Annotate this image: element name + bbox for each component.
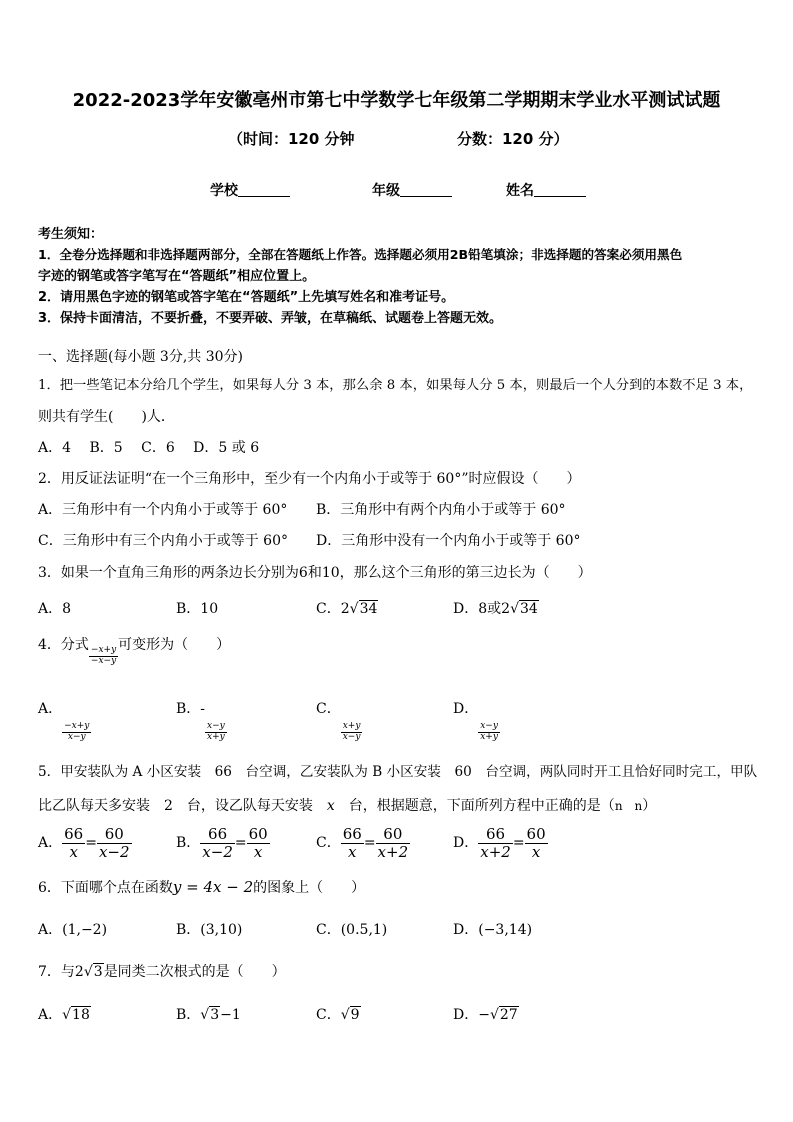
q7-sqrt: √3: [83, 964, 103, 980]
exam-title: 2022-2023学年安徽亳州市第七中学数学七年级第二学期期末学业水平测试试题: [72, 90, 721, 111]
q3-c-sqrt: √34: [349, 601, 378, 617]
q2-stem: 2．用反证法证明“在一个三角形中，至少有一个内角小于或等于 60°”时应假设（ ）: [38, 471, 581, 487]
q4-option-a: [38, 698, 91, 743]
q5-option-b: [176, 826, 270, 860]
school-blank: [238, 182, 290, 197]
q4-d-label: D．: [453, 701, 479, 717]
q7-a-sqrt: √18: [62, 1007, 90, 1023]
q2-option-a: A．三角形中有一个内角小于或等于 60°: [38, 502, 288, 518]
q4-stem: [38, 634, 230, 667]
q4-a-label: A．: [38, 701, 63, 717]
q5-a-n2: 60: [97, 826, 132, 844]
q7-a-label: A．: [38, 1007, 63, 1023]
q2-option-c: C．三角形中有三个内角小于或等于 60°: [38, 533, 288, 549]
q5-d-d1: x+2: [480, 842, 511, 861]
q6-stem: [38, 877, 365, 897]
q6-a-label: A．: [38, 922, 63, 938]
q3-c-label: C．: [316, 601, 341, 617]
q5-c-eq: =: [363, 835, 376, 851]
q7-radicand: 3: [93, 964, 103, 980]
q5-b-d1: x−2: [202, 842, 233, 861]
q6-option-b: [176, 919, 242, 939]
q6-function: y = 4x − 2: [172, 878, 254, 896]
q3-c-coef: 2: [340, 601, 350, 617]
q5-b-d2: x: [253, 842, 263, 861]
name-blank: [534, 182, 586, 197]
q5-line2b: 台，根据题意，下面所列方程中正确的是（: [334, 798, 615, 814]
q1-options: A．4 B．5 C．6 D．5 或 6: [38, 440, 260, 456]
q5-c-n2: 60: [376, 826, 411, 844]
note-1b: 字迹的钢笔或答字笔写在“答题纸”相应位置上。: [38, 269, 316, 284]
grade-field: [372, 180, 452, 200]
q6-c-value: (0.5,1): [340, 922, 388, 938]
q7-stem: [38, 961, 286, 981]
q7-coef: 2: [74, 964, 84, 980]
q6-option-c: [316, 919, 387, 939]
q5-d-n1: 66: [478, 826, 513, 844]
q6-option-a: [38, 919, 107, 939]
name-field: [506, 180, 586, 200]
q4-fraction: [89, 646, 118, 667]
q7-option-b: [176, 1004, 241, 1024]
q6-d-label: D．: [453, 922, 479, 938]
q7-a-radicand: 18: [72, 1007, 90, 1023]
note-2: 2．请用黑色字迹的钢笔或答字笔在“答题纸”上先填写姓名和准考证号。: [38, 290, 455, 305]
q4-stem-a: 4．分式: [38, 637, 89, 653]
q7-c-sqrt: √9: [340, 1007, 360, 1023]
note-3: 3．保持卡面清洁，不要折叠，不要弄破、弄皱，在草稿纸、试题卷上答题无效。: [38, 311, 503, 326]
grade-label: 年级: [372, 183, 400, 199]
q4-b-frac: [205, 722, 227, 743]
q5-var-x: x: [326, 798, 335, 814]
q5-c-frac2: [376, 826, 411, 860]
q7-option-d: [453, 1004, 519, 1024]
q4-a-den: x−y: [67, 732, 86, 742]
q6-option-d: [453, 919, 532, 939]
grade-blank: [400, 182, 452, 197]
q4-option-b: [176, 698, 227, 743]
q5-a-n1: 66: [64, 825, 84, 843]
q5-line2d: ）: [642, 798, 657, 814]
q7-option-c: [316, 1004, 361, 1024]
q1-line2: 则共有学生( )人．: [38, 409, 175, 425]
q2-option-b: B．三角形中有两个内角小于或等于 60°: [316, 502, 566, 518]
q5-option-c: [316, 826, 410, 860]
q3-option-d: [453, 598, 539, 618]
q5-b-eq: =: [234, 835, 247, 851]
q5-d-label: D．: [453, 835, 479, 851]
q4-b-den: x+y: [207, 732, 225, 742]
q4-den: −x−y: [90, 656, 117, 666]
q5-b-n2: 60: [248, 825, 268, 843]
q4-c-frac: [341, 722, 363, 743]
q3-d-radicand: 34: [519, 601, 538, 617]
q5-line1: 5．甲安装队为 A 小区安装 66 台空调，乙安装队为 B 小区安装 60 台空调，两队同时开工且恰好同时完工，甲队: [38, 764, 758, 780]
q5-d-frac1: [478, 826, 513, 860]
q6-c-label: C．: [316, 922, 341, 938]
q4-c-label: C．: [316, 701, 341, 717]
q7-c-label: C．: [316, 1007, 341, 1023]
q5-a-frac2: [97, 826, 132, 860]
q7-c-radicand: 9: [350, 1007, 360, 1023]
q6-a-value: (1,−2): [62, 922, 108, 938]
q4-stem-b: 可变形为（ ）: [118, 637, 231, 653]
q5-a-d2: x−2: [98, 842, 130, 861]
q5-a-eq: =: [85, 835, 97, 851]
section-heading: 一、选择题(每小题 3分,共 30分): [38, 349, 243, 365]
q5-c-n1: 66: [342, 825, 362, 843]
q5-c-d2: x+2: [377, 842, 409, 861]
q7-d-sqrt: √27: [489, 1007, 518, 1023]
q3-option-a: A．8: [38, 601, 72, 617]
q5-option-d: [453, 826, 548, 860]
q4-b-num: x−y: [207, 721, 225, 732]
q7-stem-b: 是同类二次根式的是（ ）: [103, 964, 286, 980]
q5-a-d1: x: [69, 842, 78, 861]
q4-num: −x+y: [90, 645, 117, 656]
q4-option-c: [316, 698, 362, 743]
q4-c-den: x−y: [342, 732, 361, 742]
q4-option-d: [453, 698, 500, 743]
q5-b-frac2: [247, 826, 270, 860]
q7-option-a: [38, 1004, 91, 1024]
q4-d-frac: [478, 722, 500, 743]
q7-b-radicand: 3: [210, 1007, 220, 1023]
q3-d-label: D．8或: [453, 601, 502, 617]
q2-option-d: D．三角形中没有一个内角小于或等于 60°: [316, 533, 581, 549]
q6-d-value: (−3,14): [478, 922, 533, 938]
q6-b-value: (3,10): [200, 922, 243, 938]
q4-d-num: x−y: [480, 721, 498, 732]
notes-title: 考生须知：: [38, 227, 104, 242]
school-field: [210, 180, 290, 200]
q7-d-radicand: 27: [499, 1007, 518, 1023]
q4-d-den: x+y: [480, 732, 498, 742]
q3-d-sqrt: √34: [510, 601, 538, 617]
q5-line2c: n n: [614, 799, 643, 813]
note-1a: 1．全卷分选择题和非选择题两部分，全部在答题纸上作答。选择题必须用2B铅笔填涂；非选择题的答案必须用黑色: [38, 247, 683, 262]
q1-line1: 1．把一些笔记本分给几个学生，如果每人分 3 本，那么余 8 本，如果每人分 5 本，则最后一个人分到的本数不足 3 本，: [38, 378, 753, 393]
exam-score: 分数：120 分）: [457, 130, 569, 148]
q3-option-c: [316, 598, 378, 618]
q4-c-num: x+y: [342, 721, 361, 732]
q5-b-label: B．: [176, 835, 201, 851]
q5-d-d2: x: [531, 842, 541, 861]
q4-a-num: −x+y: [64, 721, 90, 732]
q7-d-neg: −: [478, 1007, 490, 1023]
q5-line2a: 比乙队每天多安装 2 台，设乙队每天安装: [38, 798, 327, 814]
q7-d-label: D．: [453, 1007, 479, 1023]
q5-a-label: A．: [38, 835, 63, 851]
q7-stem-a: 7．与: [38, 964, 75, 980]
q7-b-tail: −1: [220, 1007, 241, 1023]
exam-time: （时间：120 分钟: [228, 130, 355, 148]
q5-line2: [38, 795, 656, 815]
q7-b-label: B．: [176, 1007, 201, 1023]
q5-c-d1: x: [348, 842, 357, 861]
q5-d-n2: 60: [526, 825, 546, 843]
q5-d-frac2: [525, 826, 548, 860]
q3-c-radicand: 34: [359, 601, 378, 617]
name-label: 姓名: [506, 183, 534, 199]
q6-b-label: B．: [176, 922, 201, 938]
q6-stem-b: 的图象上（ ）: [253, 880, 366, 896]
q6-stem-a: 6．下面哪个点在函数: [38, 880, 173, 896]
q3-stem: 3．如果一个直角三角形的两条边长分别为6和10，那么这个三角形的第三边长为（ ）: [38, 565, 592, 581]
q5-a-frac1: [62, 826, 85, 860]
q5-c-label: C．: [316, 835, 341, 851]
q7-b-sqrt: √3: [200, 1007, 220, 1023]
q5-c-frac1: [341, 826, 364, 860]
q5-d-eq: =: [512, 835, 525, 851]
q4-a-frac: [62, 722, 91, 743]
q3-option-b: B．10: [176, 601, 219, 617]
q3-d-coef: 2: [501, 601, 511, 617]
q5-option-a: [38, 826, 132, 860]
q5-b-n1: 66: [200, 826, 235, 844]
q4-b-label: B．-: [176, 701, 206, 717]
school-label: 学校: [210, 183, 238, 199]
q5-b-frac1: [200, 826, 235, 860]
